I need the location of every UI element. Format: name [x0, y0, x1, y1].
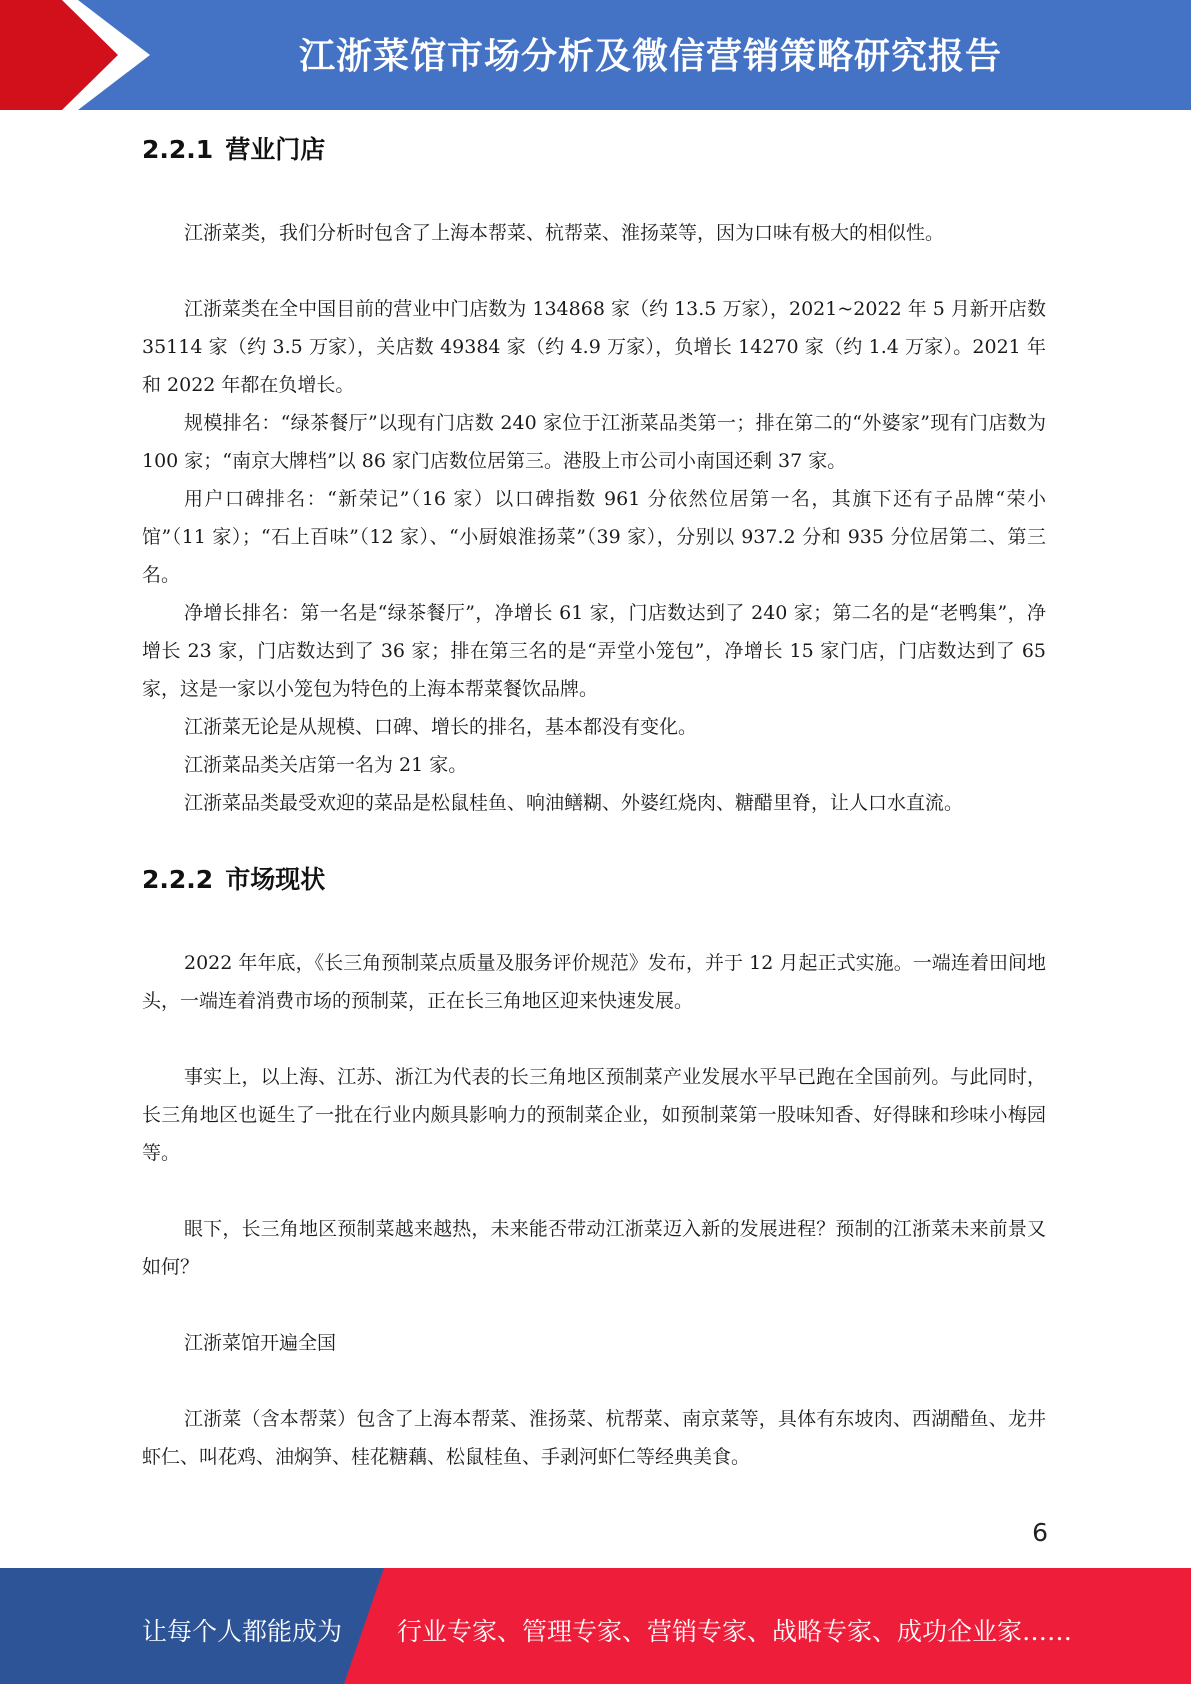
paragraph: 2022 年年底，《长三角预制菜点质量及服务评价规范》发布，并于 12 月起正式实施。一端连着田间地头，一端连着消费市场的预制菜，正在长三角地区迎来快速发展。: [142, 952, 1046, 1012]
page-header: [0, 0, 1191, 110]
header-arrow-decoration: [0, 0, 160, 110]
paragraph: 江浙菜无论是从规模、口碑、增长的排名，基本都没有变化。: [184, 716, 698, 738]
section-heading-market: [142, 858, 1046, 902]
paragraph: 江浙菜类，我们分析时包含了上海本帮菜、杭帮菜、淮扬菜等，因为口味有极大的相似性。: [184, 222, 945, 244]
footer-slogan-left: 让每个人都能成为: [142, 1617, 343, 1646]
page-footer: [0, 1568, 1191, 1684]
paragraph: 江浙菜（含本帮菜）包含了上海本帮菜、淮扬菜、杭帮菜、南京菜等，具体有东坡肉、西湖醋鱼、龙井虾仁、叫花鸡、油焖笋、桂花糖藕、松鼠桂鱼、手剥河虾仁等经典美食。: [142, 1408, 1046, 1468]
subheading-paragraph: 江浙菜馆开遍全国: [184, 1332, 337, 1354]
paragraph: 事实上，以上海、江苏、浙江为代表的长三角地区预制菜产业发展水平早已跑在全国前列。与此同时，长三角地区也诞生了一批在行业内颇具影响力的预制菜企业，如预制菜第一股味知香、好得睐和珍味小梅园等。: [142, 1066, 1046, 1164]
paragraph: 江浙菜品类关店第一名为 21 家。: [184, 754, 468, 776]
report-title: 江浙菜馆市场分析及微信营销策略研究报告: [298, 36, 1002, 77]
footer-slogan-right: 行业专家、管理专家、营销专家、战略专家、成功企业家……: [397, 1617, 1073, 1646]
page-number: 6: [1032, 1518, 1048, 1547]
section-title: 营业门店: [225, 135, 326, 164]
section-number: 2.2.1: [142, 135, 214, 164]
document-body: [142, 128, 1046, 1476]
paragraph: 江浙菜品类最受欢迎的菜品是松鼠桂鱼、响油鳝糊、外婆红烧肉、糖醋里脊，让人口水直流。: [184, 792, 964, 814]
paragraph: 眼下，长三角地区预制菜越来越热，未来能否带动江浙菜迈入新的发展进程？预制的江浙菜未来前景又如何？: [142, 1218, 1046, 1278]
paragraph: 规模排名：“绿茶餐厅”以现有门店数 240 家位于江浙菜品类第一；排在第二的“外婆家”现有门店数为 100 家；“南京大牌档”以 86 家门店数位居第三。港股上市公司小南国还剩 37 家。: [142, 412, 1046, 472]
section-heading-stores: [142, 128, 1046, 172]
section-title: 市场现状: [225, 865, 326, 894]
paragraph: 净增长排名：第一名是“绿茶餐厅”，净增长 61 家，门店数达到了 240 家；第二名的是“老鸭集”，净增长 23 家，门店数达到了 36 家；排在第三名的是“弄堂小笼包”，净增长 15 家门店，门店数达到了 65 家，这是一家以小笼包为特色的上海本帮菜餐饮品牌。: [142, 602, 1046, 700]
paragraph: 江浙菜类在全中国目前的营业中门店数为 134868 家（约 13.5 万家），2021~2022 年 5 月新开店数 35114 家（约 3.5 万家），关店数 49384 家（约 4.9 万家），负增长 14270 家（约 1.4 万家）。2021 年和 2022 年都在负增长。: [142, 298, 1046, 396]
section-number: 2.2.2: [142, 865, 214, 894]
paragraph: 用户口碑排名：“新荣记”（16 家）以口碑指数 961 分依然位居第一名，其旗下还有子品牌“荣小馆”（11 家）；“石上百味”（12 家）、“小厨娘淮扬菜”（39 家），分别以 937.2 分和 935 分位居第二、第三名。: [142, 488, 1046, 586]
